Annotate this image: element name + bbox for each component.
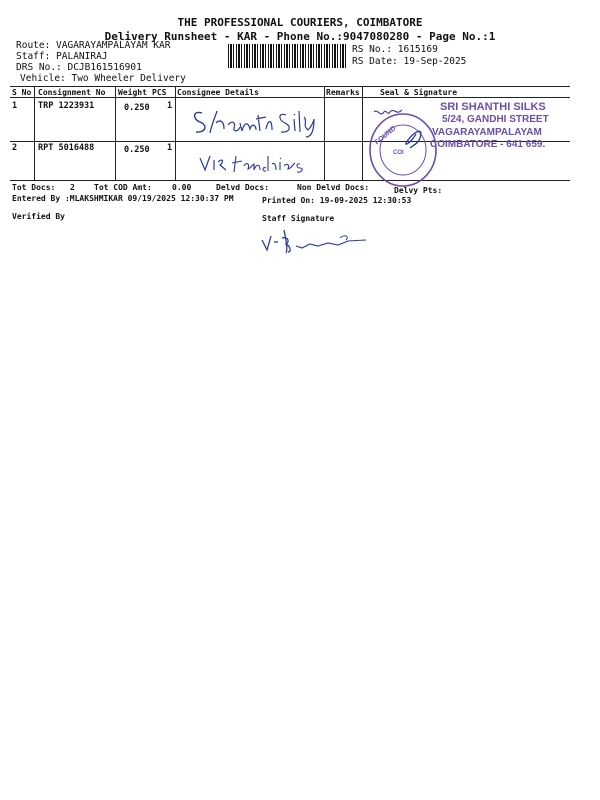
row-sno: 1: [12, 101, 18, 111]
rs-number: RS No.: 1615169: [352, 44, 438, 55]
staff-signature-label: Staff Signature: [262, 214, 335, 223]
tot-cod-value: 0.00: [172, 183, 192, 192]
route-text: Route: VAGARAYAMPALAYAM KAR: [16, 40, 171, 51]
header-remarks: Remarks: [326, 88, 360, 97]
table-header-border: [10, 97, 570, 98]
stamp-line2: 5/24, GANDHI STREET: [442, 114, 549, 125]
svg-text:FOUND: FOUND: [373, 125, 398, 147]
printed-on: Printed On: 19-09-2025 12:30:53: [262, 196, 412, 205]
handwritten-consignee-1: [190, 105, 322, 139]
header-consignee: Consignee Details: [177, 88, 259, 97]
tot-cod-label: Tot COD Amt:: [94, 183, 152, 192]
stamp-line3: VAGARAYAMPALAYAM: [432, 127, 542, 138]
col-divider: [324, 86, 325, 180]
delvd-docs-label: Delvd Docs:: [216, 183, 269, 192]
header-pcs: PCS: [152, 88, 167, 97]
header-weight: Weight: [118, 88, 147, 97]
row-pcs: 1: [167, 101, 173, 111]
staff-signature: [258, 226, 378, 256]
verified-by-label: Verified By: [12, 212, 65, 221]
vehicle-text: Vehicle: Two Wheeler Delivery: [20, 73, 186, 84]
header-sno: S No: [12, 88, 32, 97]
header-consignment: Consignment No: [38, 88, 106, 97]
row-consignment: RPT 5016488: [38, 143, 95, 153]
drs-text: DRS No.: DCJB161516901: [16, 62, 142, 73]
col-divider: [115, 86, 116, 180]
row-pcs: 1: [167, 143, 173, 153]
row-sno: 2: [12, 143, 18, 153]
entered-by: Entered By :MLAKSHMIKAR 09/19/2025 12:30:37 PM: [12, 194, 234, 203]
delvy-pts-label: Delvy Pts:: [394, 186, 443, 195]
handwritten-consignee-2: [196, 150, 314, 176]
col-divider: [362, 86, 363, 180]
stamp-line4: COIMBATORE - 641 659.: [430, 139, 546, 150]
col-divider: [175, 86, 176, 180]
non-delvd-docs-label: Non Delvd Docs:: [297, 183, 370, 192]
tot-docs-value: 2: [70, 183, 75, 192]
row-consignment: TRP 1223931: [38, 101, 95, 111]
tot-docs-label: Tot Docs:: [12, 183, 56, 192]
stamp-line1: SRI SHANTHI SILKS: [440, 101, 546, 113]
company-title: THE PROFESSIONAL COURIERS, COIMBATORE: [177, 16, 423, 29]
table-bottom-border: [10, 180, 570, 181]
rs-date: RS Date: 19-Sep-2025: [352, 56, 467, 67]
col-divider: [34, 86, 35, 180]
row-weight: 0.250: [124, 103, 150, 113]
header-seal: Seal & Signature: [380, 88, 458, 97]
table-top-border: [10, 86, 570, 87]
svg-text:COI: COI: [393, 150, 404, 156]
staff-text: Staff: PALANIRAJ: [16, 51, 108, 62]
barcode: [228, 44, 348, 68]
runsheet-subtitle: Delivery Runsheet - KAR - Phone No.:9047080280 - Page No.:1: [104, 30, 496, 43]
row-weight: 0.250: [124, 145, 150, 155]
